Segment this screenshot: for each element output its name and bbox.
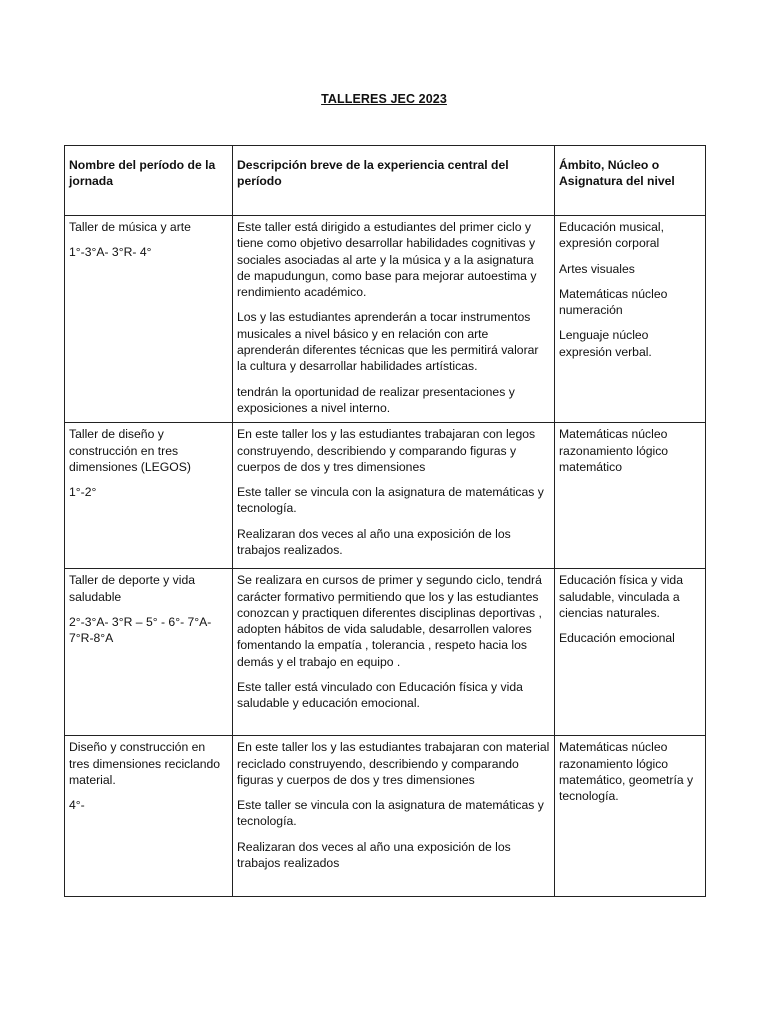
header-description: Descripción breve de la experiencia central del período: [233, 146, 555, 216]
description-paragraph: tendrán la oportunidad de realizar presentaciones y exposiciones a nivel interno.: [237, 384, 515, 415]
period-levels: 2°-3°A- 3°R – 5° - 6°- 7°A-7°R-8°A: [69, 614, 212, 646]
table-row: [65, 216, 706, 423]
scope-item: Artes visuales: [559, 261, 635, 276]
cell-scope: [555, 423, 706, 569]
description-paragraph: Este taller está vinculado con Educación física y vida saludable y educación emocional.: [237, 680, 523, 711]
table-header-row: [65, 146, 706, 216]
description-paragraph: Realizaran dos veces al año una exposición de los trabajos realizados.: [237, 526, 511, 558]
cell-description: [233, 423, 555, 569]
cell-description: [233, 569, 555, 736]
cell-description: [233, 216, 555, 423]
cell-scope: [555, 569, 706, 736]
description-paragraph: Los y las estudiantes aprenderán a tocar instrumentos musicales a nivel básico y en relación con arte aprenderán diferentes técnicas que les permitirá valorar la cultura y desarrollar habilidades artísticas.: [237, 310, 539, 374]
scope-item: Matemáticas núcleo razonamiento lógico matemático, geometría y tecnología.: [559, 740, 694, 804]
period-name: Taller de deporte y vida saludable: [69, 573, 196, 604]
period-name: Diseño y construcción en tres dimensiones reciclando material.: [69, 740, 221, 787]
cell-scope: [555, 216, 706, 423]
period-name: Taller de música y arte: [69, 220, 191, 234]
scope-item: Matemáticas núcleo numeración: [559, 286, 668, 318]
table-row: [65, 736, 706, 897]
cell-period-name: [65, 423, 233, 569]
scope-item: Educación emocional: [559, 631, 675, 646]
description-paragraph: Este taller se vincula con la asignatura de matemáticas y tecnología.: [237, 798, 544, 829]
description-paragraph: Este taller se vincula con la asignatura de matemáticas y tecnología.: [237, 485, 544, 516]
scope-item: Lenguaje núcleo expresión verbal.: [559, 328, 652, 359]
description-paragraph: Este taller está dirigido a estudiantes del primer ciclo y tiene como objetivo desarrollar habilidades cognitivas y sociales asociadas al arte y la música y a la asignatura de mapudungun, como base para mejorar autoestima y rendimiento académico.: [237, 220, 537, 300]
cell-description: [233, 736, 555, 897]
scope-item: Matemáticas núcleo razonamiento lógico matemático: [559, 427, 669, 474]
cell-period-name: [65, 569, 233, 736]
cell-period-name: [65, 736, 233, 897]
period-levels: 1°-2°: [69, 485, 97, 500]
table-row: [65, 423, 706, 569]
description-paragraph: En este taller los y las estudiantes trabajaran con material reciclado construyendo, describiendo y comparando figuras y cuerpos de dos y tres dimensiones: [237, 740, 550, 787]
cell-period-name: [65, 216, 233, 423]
table-row: [65, 569, 706, 736]
header-period-name: Nombre del período de la jornada: [65, 146, 233, 216]
document-title: TALLERES JEC 2023: [321, 92, 447, 106]
cell-scope: [555, 736, 706, 897]
description-paragraph: Se realizara en cursos de primer y segundo ciclo, tendrá carácter formativo permitiendo que los y las estudiantes conozcan y practiquen diferentes disciplinas deportivas , adopten hábitos de vida saludable, desarrollen valores fomentando la empatía , tolerancia , respeto hacia los demás y el trabajo en equipo .: [237, 573, 542, 669]
description-paragraph: Realizaran dos veces al año una exposición de los trabajos realizados: [237, 839, 511, 871]
workshops-table: [64, 145, 706, 897]
scope-item: Educación física y vida saludable, vinculada a ciencias naturales.: [559, 573, 683, 620]
scope-item: Educación musical, expresión corporal: [559, 220, 664, 251]
period-name: Taller de diseño y construcción en tres dimensiones (LEGOS): [69, 427, 191, 474]
period-levels: 4°-: [69, 798, 85, 813]
description-paragraph: En este taller los y las estudiantes trabajaran con legos construyendo, describiendo y comparando figuras y cuerpos de dos y tres dimensiones: [237, 427, 536, 474]
header-scope: Ámbito, Núcleo o Asignatura del nivel: [555, 146, 706, 216]
period-levels: 1°-3°A- 3°R- 4°: [69, 245, 152, 260]
